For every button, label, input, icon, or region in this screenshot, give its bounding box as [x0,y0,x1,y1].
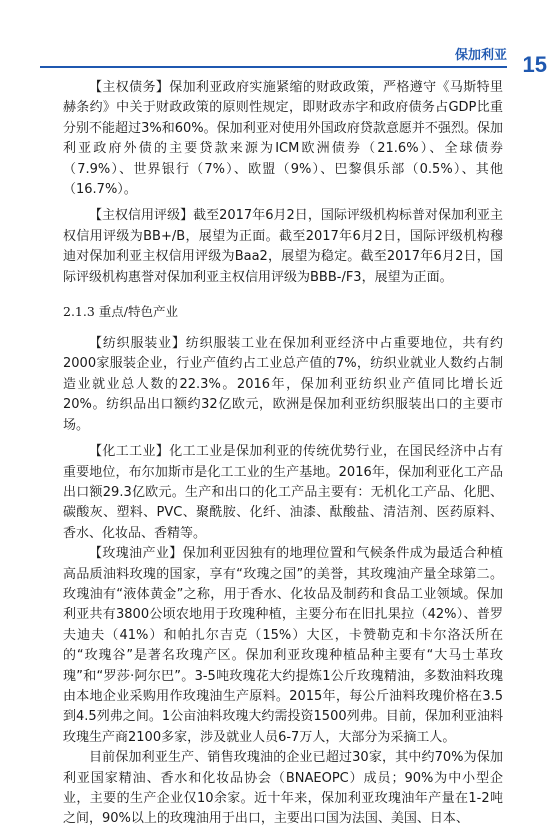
header-title: 保加利亚 [454,48,507,63]
paragraph-textile-industry: 【纺织服装业】纺织服装工业在保加利亚经济中占重要地位，共有约2000家服装企业，行业产值约占工业总产值的7%，纺织业就业人数约占制造业就业总人数的22.3%。2016年，保加利亚纺织业产值同比增长近20%。纺织品出口额约32亿欧元，欧洲是保加利亚纺织服装出口的主要市场。 [63,336,503,433]
page-header [0,0,559,77]
paragraph-rose-oil-industry: 【玫瑰油产业】保加利亚因独有的地理位置和气候条件成为最适合种植高品质油料玫瑰的国家，享有“玫瑰之国”的美誉，其玫瑰油产量全球第二。玫瑰油有“液体黄金”之称，用于香水、化妆品及制药和食品工业领域。保加利亚共有3800公顷农地用于玫瑰种植，主要分布在旧扎果拉（42%）、普罗夫迪夫（41%）和帕扎尔吉克（15%）大区，卡赞勒克和卡尔洛沃所在的“玫瑰谷”是著名玫瑰产区。保加利亚玫瑰种植品种主要有“大马士革玫瑰”和“罗莎·阿尔巴”。3-5吨玫瑰花大约提炼1公斤玫瑰精油，多数油料玫瑰由本地企业采购用作玫瑰油生产原料。2015年，每公斤油料玫瑰价格在3.5到4.5列弗之间。1公亩油料玫瑰大约需投资1500列弗。目前，保加利亚油料玫瑰生产商2100多家，涉及就业人员6-7万人，大部分为采摘工人。 [63,546,503,745]
header-divider [40,66,507,68]
paragraph-chemical-industry: 【化工工业】化工工业是保加利亚的传统优势行业，在国民经济中占有重要地位，布尔加斯市是化工工业的生产基地。2016年，保加利亚化工产品出口额29.3亿欧元。生产和出口的化工产品主要有：无机化工产品、化肥、碳酸灰、塑料、PVC、聚酰胺、化纤、油漆、酞酸盐、清洁剂、医药原料、香水、化妆品、香精等。 [63,444,503,541]
page-body [63,78,503,830]
page-number: 15 [522,52,547,77]
paragraph-rose-oil-companies: 目前保加利亚生产、销售玫瑰油的企业已超过30家，其中约70%为保加利亚国家精油、香水和化妆品协会（BNAEOPC）成员；90%为中小型企业，主要的生产企业仅10余家。近十年来，保加利亚玫瑰油年产量在1-2吨之间，90%以上的玫瑰油用于出口，主要出口国为法国、美国、日本、 [63,750,503,827]
paragraph-sovereign-debt: 【主权债务】保加利亚政府实施紧缩的财政政策，严格遵守《马斯特里赫条约》中关于财政政策的原则性规定，即财政赤字和政府债务占GDP比重分别不能超过3%和60%。保加利亚对使用外国政府贷款意愿并不强烈。保加利亚政府外债的主要贷款来源为ICM欧洲债券（21.6%）、全球债券（7.9%）、世界银行（7%）、欧盟（9%）、巴黎俱乐部（0.5%）、其他（16.7%）。 [63,80,503,198]
paragraph-sovereign-rating: 【主权信用评级】截至2017年6月2日，国际评级机构标普对保加利亚主权信用评级为BB+/B，展望为正面。截至2017年6月2日，国际评级机构穆迪对保加利亚主权信用评级为Baa2，展望为稳定。截至2017年6月2日，国际评级机构惠誉对保加利亚主权信用评级为BBB-/F3，展望为正面。 [63,208,503,285]
section-heading: 2.1.3 重点/特色产业 [63,304,178,320]
